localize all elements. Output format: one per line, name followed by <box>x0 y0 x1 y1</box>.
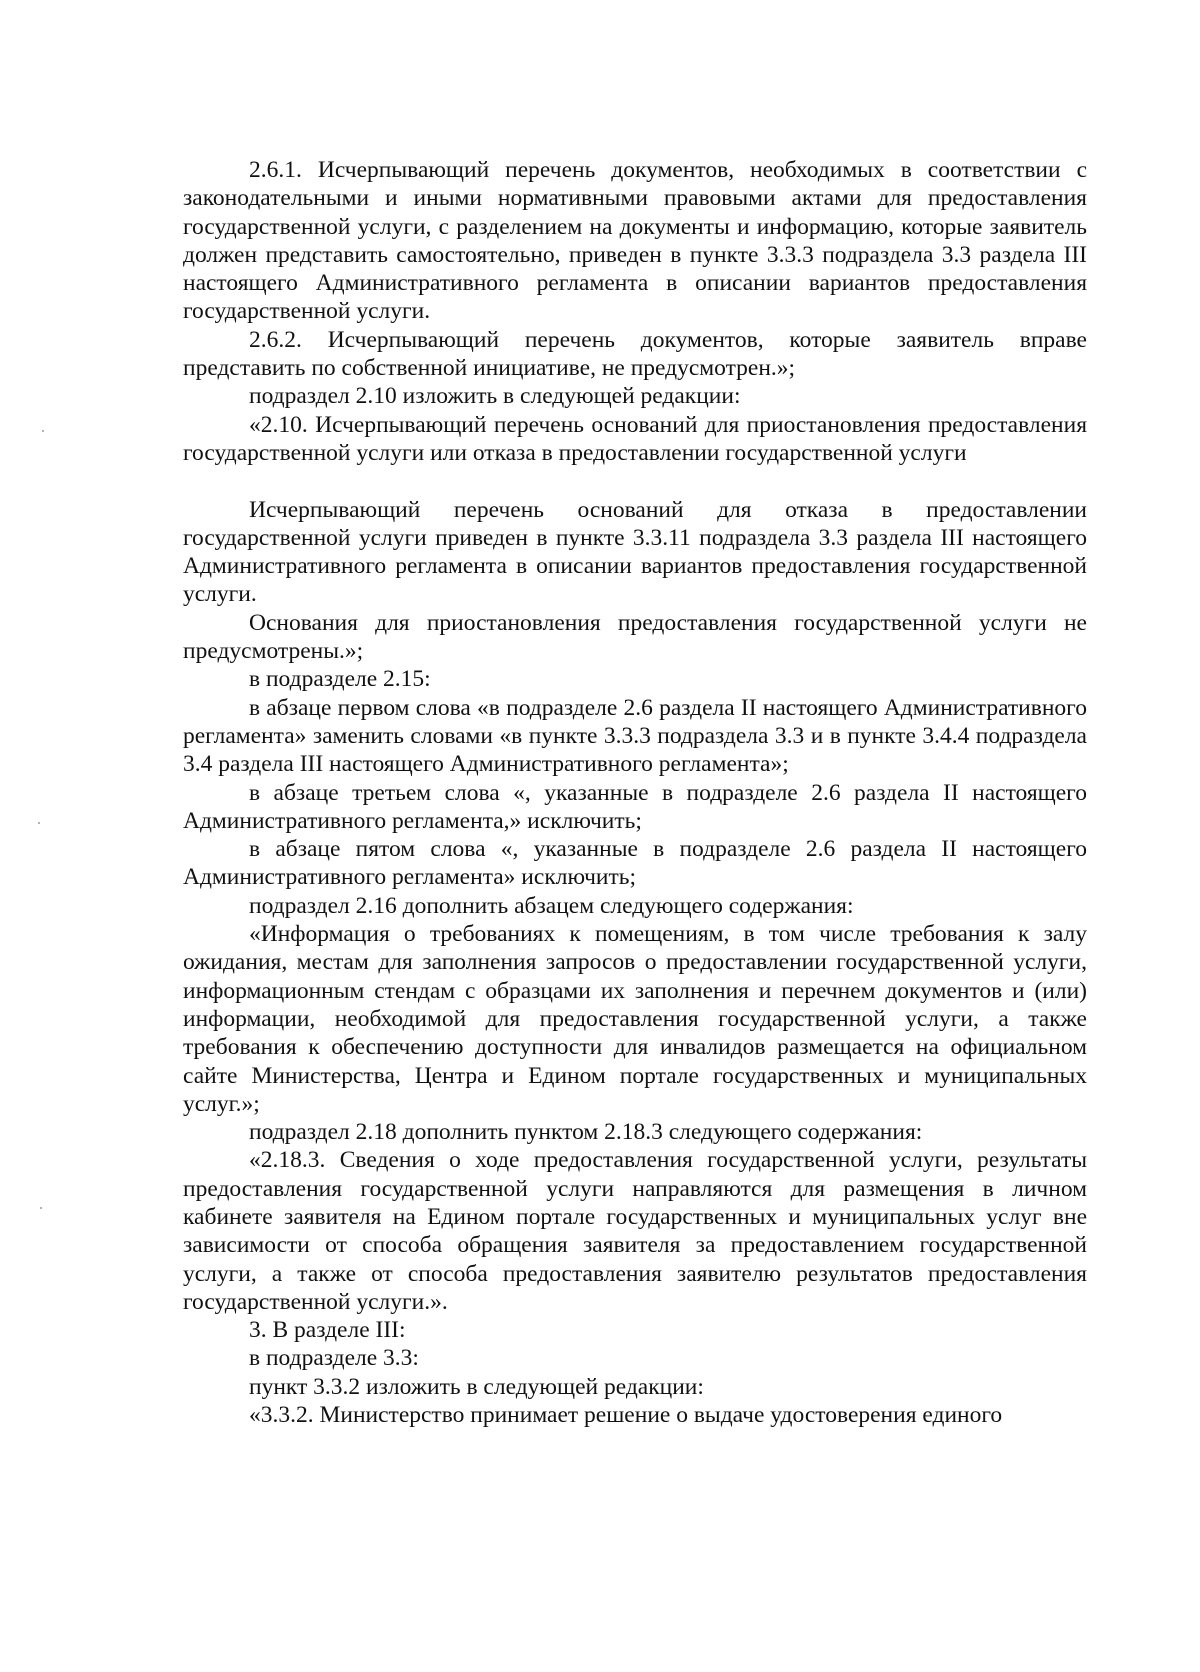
paragraph-subsection-3-3-intro: в подразделе 3.3: <box>249 1345 419 1372</box>
document-body <box>183 156 1087 1429</box>
paragraph-subsection-2-15-intro: в подразделе 2.15: <box>249 666 431 693</box>
paragraph-2-15-fifth-abzac: в абзаце пятом слова «, указанные в подразделе 2.6 раздела II настоящего Административного регламента» исключить; <box>183 836 1087 891</box>
scan-speck <box>40 1207 42 1209</box>
paragraph-2-6-2: 2.6.2. Исчерпывающий перечень документов, которые заявитель вправе представить по собственной инициативе, не предусмотрен.»; <box>183 326 1087 382</box>
paragraph-2-15-first-abzac: в абзаце первом слова «в подразделе 2.6 раздела II настоящего Административного регламента» заменить словами «в пункте 3.3.3 подраздела 3.3 и в пункте 3.4.4 подраздела 3.4 раздела III настоящего Административного регламента»; <box>183 694 1087 778</box>
paragraph-subsection-2-16-intro: подраздел 2.16 дополнить абзацем следующего содержания: <box>249 892 854 919</box>
paragraph-suspension-grounds: Основания для приостановления предоставления государственной услуги не предусмотрены.»; <box>183 609 1087 665</box>
paragraph-3-3-2-intro: пункт 3.3.2 изложить в следующей редакции: <box>249 1373 704 1400</box>
paragraph-subsection-2-18-intro: подраздел 2.18 дополнить пунктом 2.18.3 следующего содержания: <box>249 1119 923 1146</box>
scan-speck <box>42 430 44 432</box>
paragraph-3-3-2: «3.3.2. Министерство принимает решение о выдаче удостоверения единого <box>249 1402 1003 1429</box>
blank-line <box>183 467 1087 495</box>
paragraph-refusal-grounds: Исчерпывающий перечень оснований для отказа в предоставлении государственной услуги приведен в пункте 3.3.11 подраздела 3.3 раздела III настоящего Административного регламента в описании вариантов предоставления государственной услуги. <box>183 496 1087 608</box>
paragraph-2-18-3: «2.18.3. Сведения о ходе предоставления государственной услуги, результаты предоставления государственной услуги направляются для размещения в личном кабинете заявителя на Едином портале государственных и муниципальных услуг вне зависимости от способа обращения заявителя за предоставлением государственной услуги, а также от способа предоставления заявителю результатов предоставления государственной услуги.». <box>183 1147 1087 1315</box>
paragraph-subsection-2-10-intro: подраздел 2.10 изложить в следующей редакции: <box>249 383 741 410</box>
paragraph-2-6-1: 2.6.1. Исчерпывающий перечень документов, необходимых в соответствии с законодательными и иными нормативными правовыми актами для предоставления государственной услуги, с разделением на документы и информацию, которые заявитель должен представить самостоятельно, приведен в пункте 3.3.3 подраздела 3.3 раздела III настоящего Административного регламента в описании вариантов предоставления государственной услуги. <box>183 157 1087 325</box>
paragraph-2-10-heading: «2.10. Исчерпывающий перечень оснований для приостановления предоставления государственной услуги или отказа в предоставлении государственной услуги <box>183 411 1087 466</box>
scan-speck <box>38 822 40 824</box>
paragraph-2-16-addition: «Информация о требованиях к помещениям, в том числе требования к залу ожидания, местам для заполнения запросов о предоставлении государственной услуги, информационным стендам с образцами их заполнения и перечнем документов и (или) информации, необходимой для предоставления государственной услуги, а также требования к обеспечению доступности для инвалидов размещается на официальном сайте Министерства, Центра и Едином портале государственных и муниципальных услуг.»; <box>183 921 1087 1117</box>
paragraph-section-3-intro: 3. В разделе III: <box>249 1317 406 1344</box>
paragraph-2-15-third-abzac: в абзаце третьем слова «, указанные в подразделе 2.6 раздела II настоящего Административного регламента,» исключить; <box>183 779 1087 834</box>
